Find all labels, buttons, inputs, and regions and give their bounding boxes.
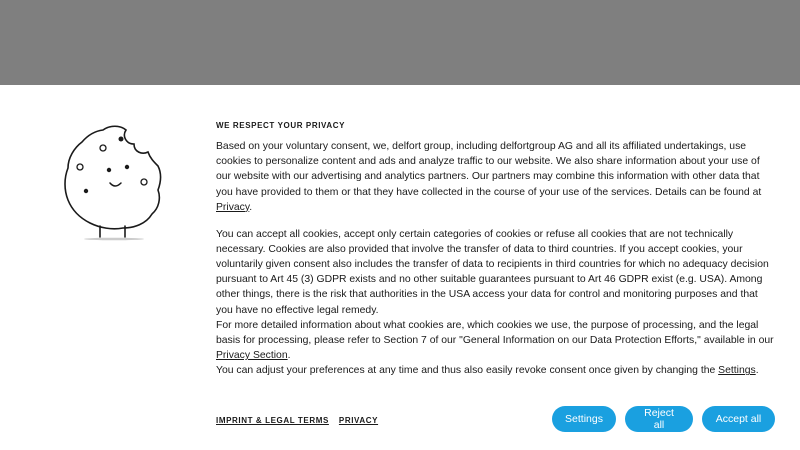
footer-links bbox=[216, 416, 378, 425]
consent-buttons bbox=[552, 406, 775, 432]
consent-paragraph-1 bbox=[216, 139, 776, 215]
privacy-section-link[interactable]: Privacy Section bbox=[216, 350, 288, 362]
consent-content bbox=[216, 121, 776, 379]
settings-button[interactable]: Settings bbox=[552, 406, 616, 432]
paragraph-3-end: . bbox=[287, 350, 291, 362]
privacy-footer-link[interactable]: PRIVACY bbox=[338, 416, 379, 425]
paragraph-4-text: You can adjust your preferences at any time and thus also easily revoke consent once given by changing the bbox=[216, 365, 719, 377]
consent-paragraph-2: You can accept all cookies, accept only certain categories of cookies or refuse all cookies that are not technically necessary. Cookies are also provided that involve the transfer of data to third countries. If you accept cookies, your voluntarily given consent also includes the transfer of data to recipients in third countries for which no adequacy decision pursuant to Art 45 (3) GDPR exists and no other suitable guarantees pursuant to Art 46 GDPR exist (e.g. USA). Among other things, there is the risk that authorities in the USA access your data for control and monitoring purposes and that you have no effective legal remedy. bbox=[216, 228, 769, 316]
settings-link[interactable]: Settings bbox=[718, 365, 756, 377]
imprint-legal-terms-link[interactable]: IMPRINT & LEGAL TERMS bbox=[216, 416, 329, 425]
consent-paragraph-4 bbox=[216, 363, 776, 378]
paragraph-3-text: For more detailed information about what cookies are, which cookies we use, the purpose of processing, and the legal basis for processing, please refer to Section 7 of our "General Information on our Data Protection Efforts," available in our bbox=[216, 319, 774, 346]
cookie-consent-banner bbox=[0, 85, 800, 450]
paragraph-1-end: . bbox=[249, 201, 253, 213]
page-backdrop bbox=[0, 0, 800, 85]
cookie-mascot-icon bbox=[58, 122, 173, 242]
consent-paragraph-3 bbox=[216, 318, 776, 364]
accept-all-button[interactable]: Accept all bbox=[702, 406, 775, 432]
reject-all-button[interactable]: Reject all bbox=[625, 406, 693, 432]
paragraph-1-text: Based on your voluntary consent, we, delfort group, including delfortgroup AG and all its affiliated undertakings, use cookies to personalize content and ads and analyze traffic to our website. We also share information about your use of our website with our advertising and analytics partners. Our partners may combine this information with other data that you have provided to them or that they have collected in the course of your use of the services. Details can be found at bbox=[216, 141, 762, 198]
privacy-link[interactable]: Privacy bbox=[216, 201, 250, 213]
banner-title: WE RESPECT YOUR PRIVACY bbox=[216, 121, 346, 130]
paragraph-4-end: . bbox=[755, 365, 759, 377]
